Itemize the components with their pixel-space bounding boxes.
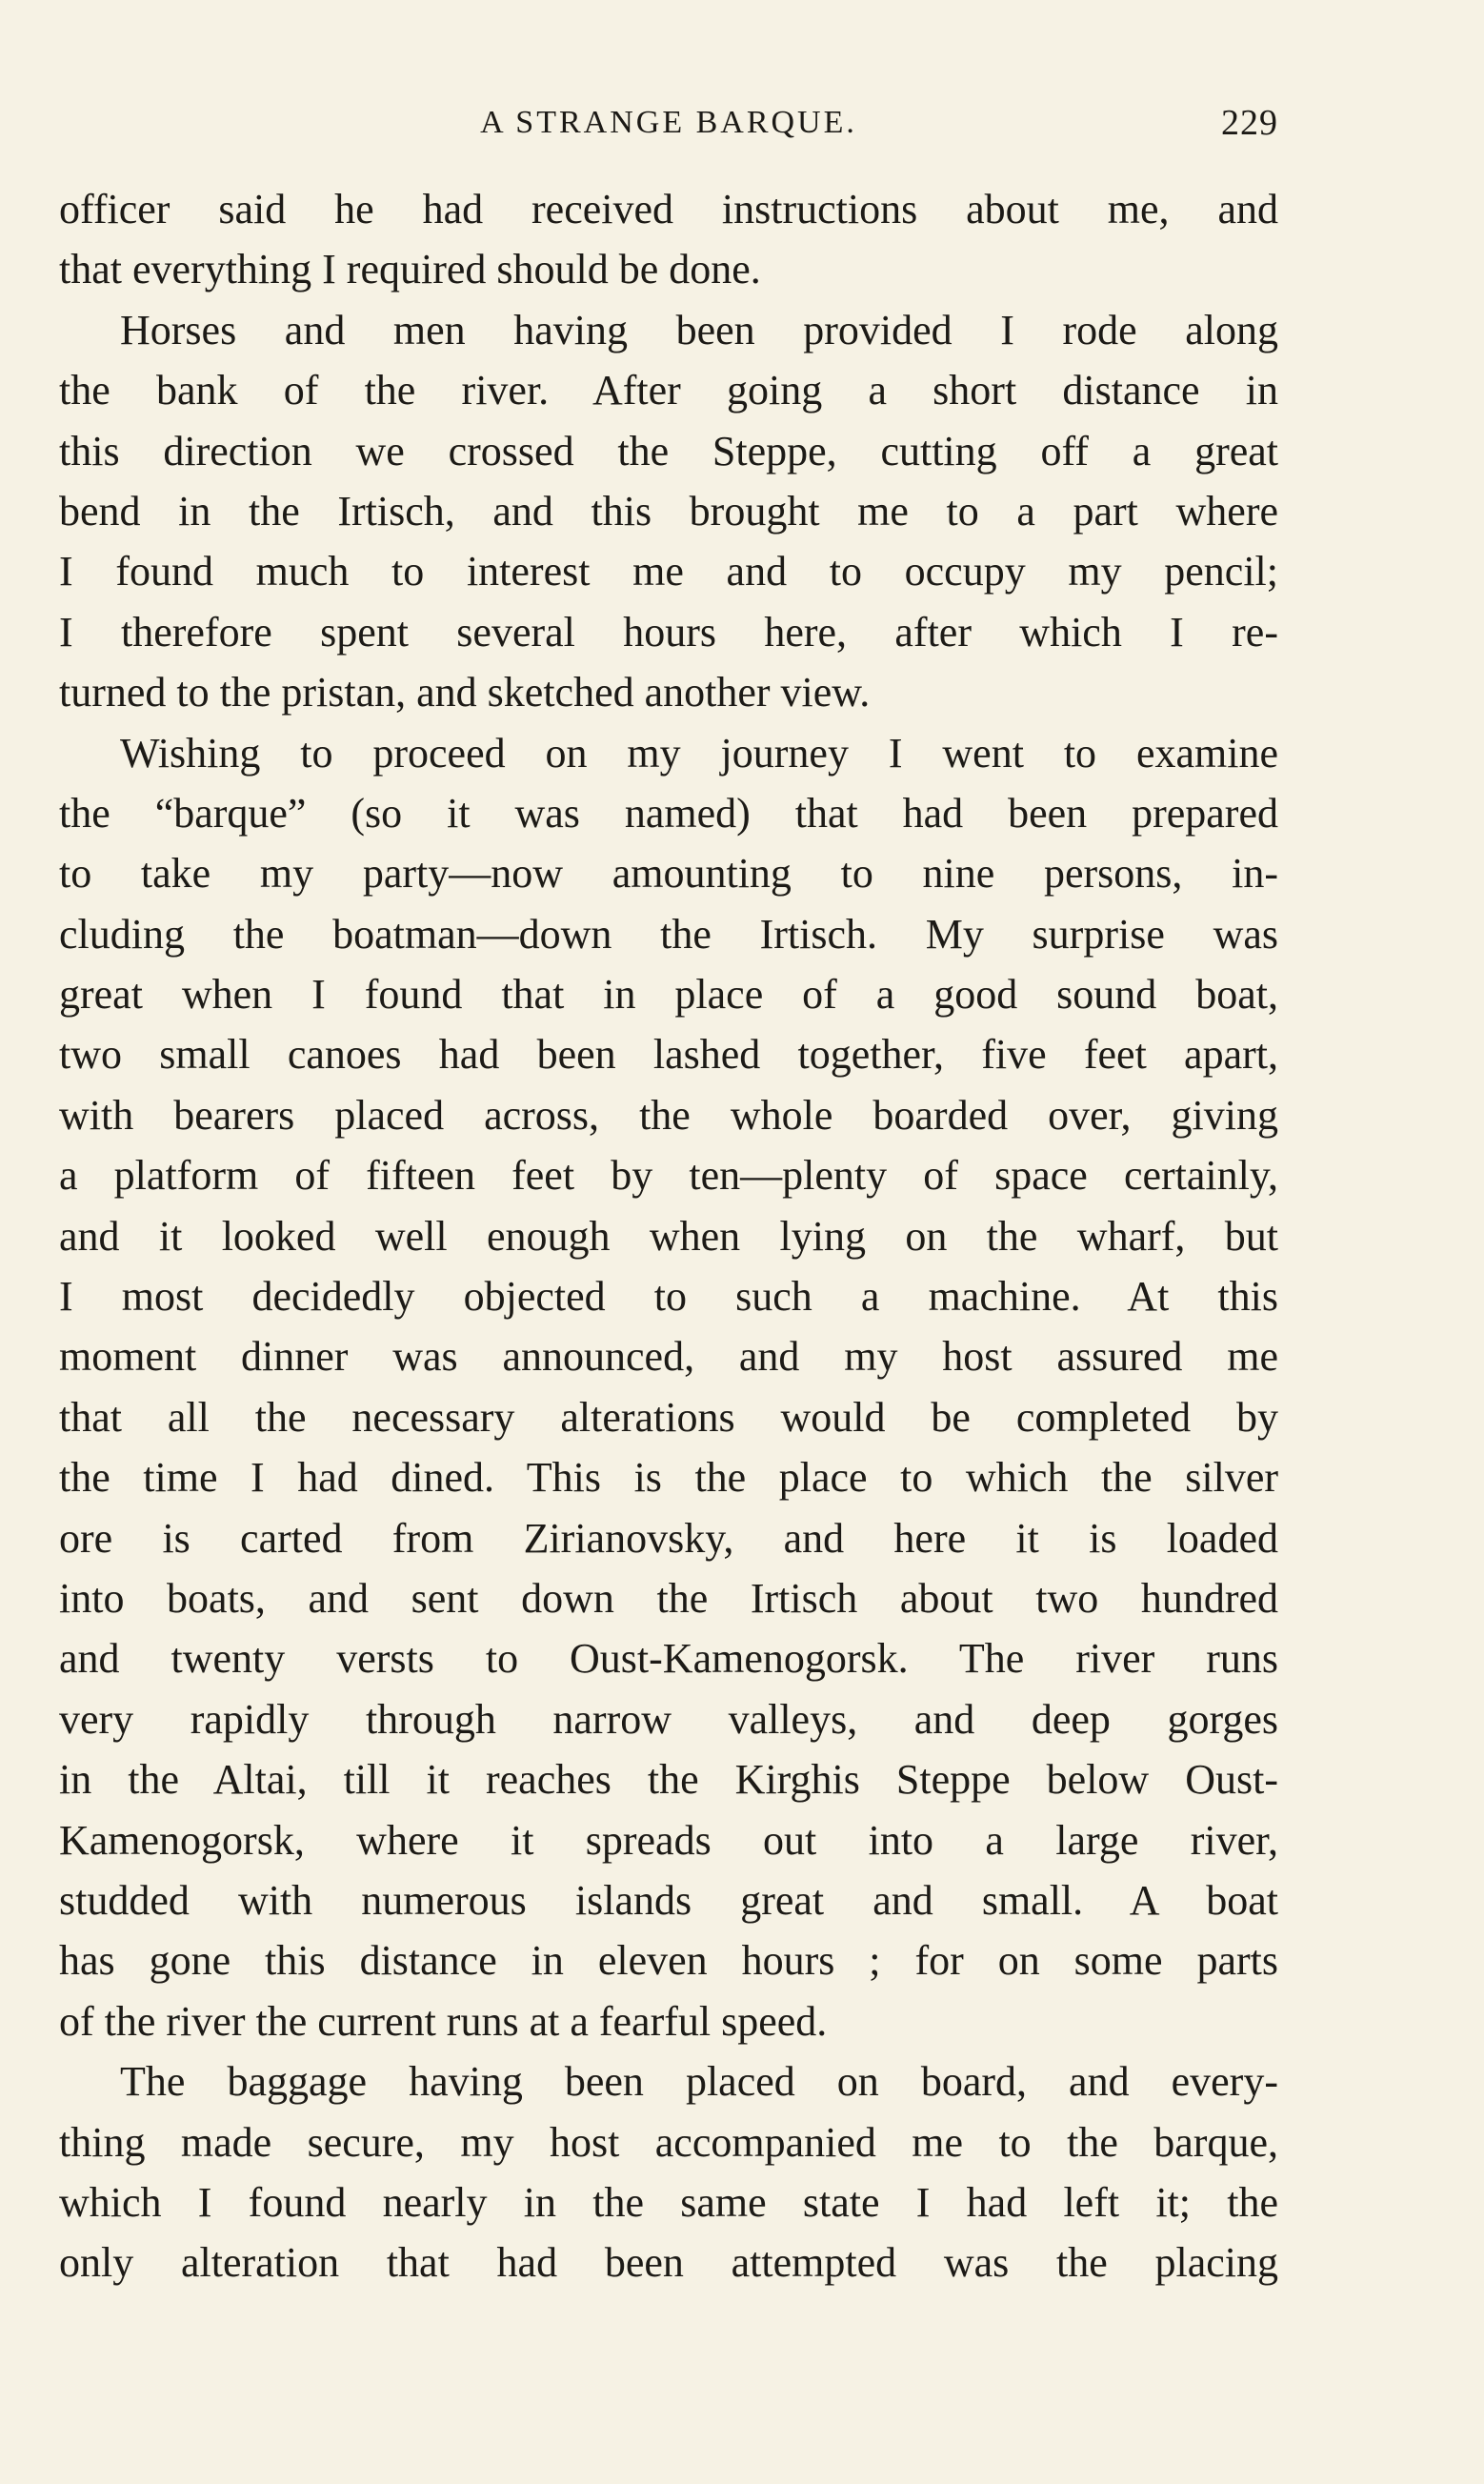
text-line: the “barque” (so it was named) that had been prepared (59, 789, 1278, 837)
text-line: which I found nearly in the same state I had left it; the (59, 2178, 1278, 2226)
text-line: The baggage having been placed on board, and every- (120, 2058, 1278, 2106)
text-line: the bank of the river. After going a short distance in (59, 367, 1278, 414)
text-line: officer said he had received instructions about me, and (59, 186, 1278, 232)
text-line: has gone this distance in eleven hours ; for on some parts (59, 1937, 1278, 1985)
text-line: turned to the pristan, and sketched another view. (59, 669, 871, 717)
text-line: with bearers placed across, the whole boarded over, giving (59, 1091, 1278, 1139)
text-line: great when I found that in place of a good sound boat, (59, 971, 1278, 1019)
running-head (59, 99, 1278, 147)
text-line: Kamenogorsk, where it spreads out into a large river, (59, 1816, 1278, 1864)
text-line: to take my party—now amounting to nine persons, in- (59, 850, 1278, 898)
page-number: 229 (1221, 103, 1278, 143)
text-line: that everything I required should be done. (59, 246, 761, 293)
text-line: Horses and men having been provided I rode along (120, 306, 1278, 353)
text-line: cluding the boatman—down the Irtisch. My surprise was (59, 910, 1278, 958)
text-line: and it looked well enough when lying on the wharf, but (59, 1212, 1278, 1260)
text-line: very rapidly through narrow valleys, and deep gorges (59, 1695, 1278, 1743)
running-title: A STRANGE BARQUE. (480, 105, 857, 140)
text-line: studded with numerous islands great and small. A boat (59, 1876, 1278, 1924)
text-line: and twenty versts to Oust-Kamenogorsk. The river runs (59, 1635, 1278, 1683)
text-line: two small canoes had been lashed together, five feet apart, (59, 1031, 1278, 1079)
text-line: I most decidedly objected to such a machine. At this (59, 1273, 1278, 1321)
text-line: a platform of fifteen feet by ten—plenty of space certainly, (59, 1152, 1278, 1200)
text-line: of the river the current runs at a fearful speed. (59, 1997, 828, 2045)
text-line: ore is carted from Zirianovsky, and here it is loaded (59, 1514, 1278, 1562)
text-line: thing made secure, my host accompanied me to the barque, (59, 2118, 1278, 2166)
text-line: into boats, and sent down the Irtisch about two hundred (59, 1574, 1278, 1622)
text-line: moment dinner was announced, and my host assured me (59, 1333, 1278, 1381)
text-line: the time I had dined. This is the place to which the silver (59, 1454, 1278, 1502)
text-line: I found much to interest me and to occupy my pencil; (59, 548, 1278, 596)
text-line: bend in the Irtisch, and this brought me to a part where (59, 487, 1278, 535)
text-line: in the Altai, till it reaches the Kirghis Steppe below Oust- (59, 1756, 1278, 1804)
body-text (59, 179, 1278, 2293)
text-line: that all the necessary alterations would be completed by (59, 1393, 1278, 1441)
text-line: Wishing to proceed on my journey I went to examine (120, 729, 1278, 777)
text-line: this direction we crossed the Steppe, cutting off a great (59, 427, 1278, 475)
text-line: only alteration that had been attempted was the placing (59, 2239, 1278, 2287)
text-line: I therefore spent several hours here, after which I re- (59, 608, 1278, 656)
